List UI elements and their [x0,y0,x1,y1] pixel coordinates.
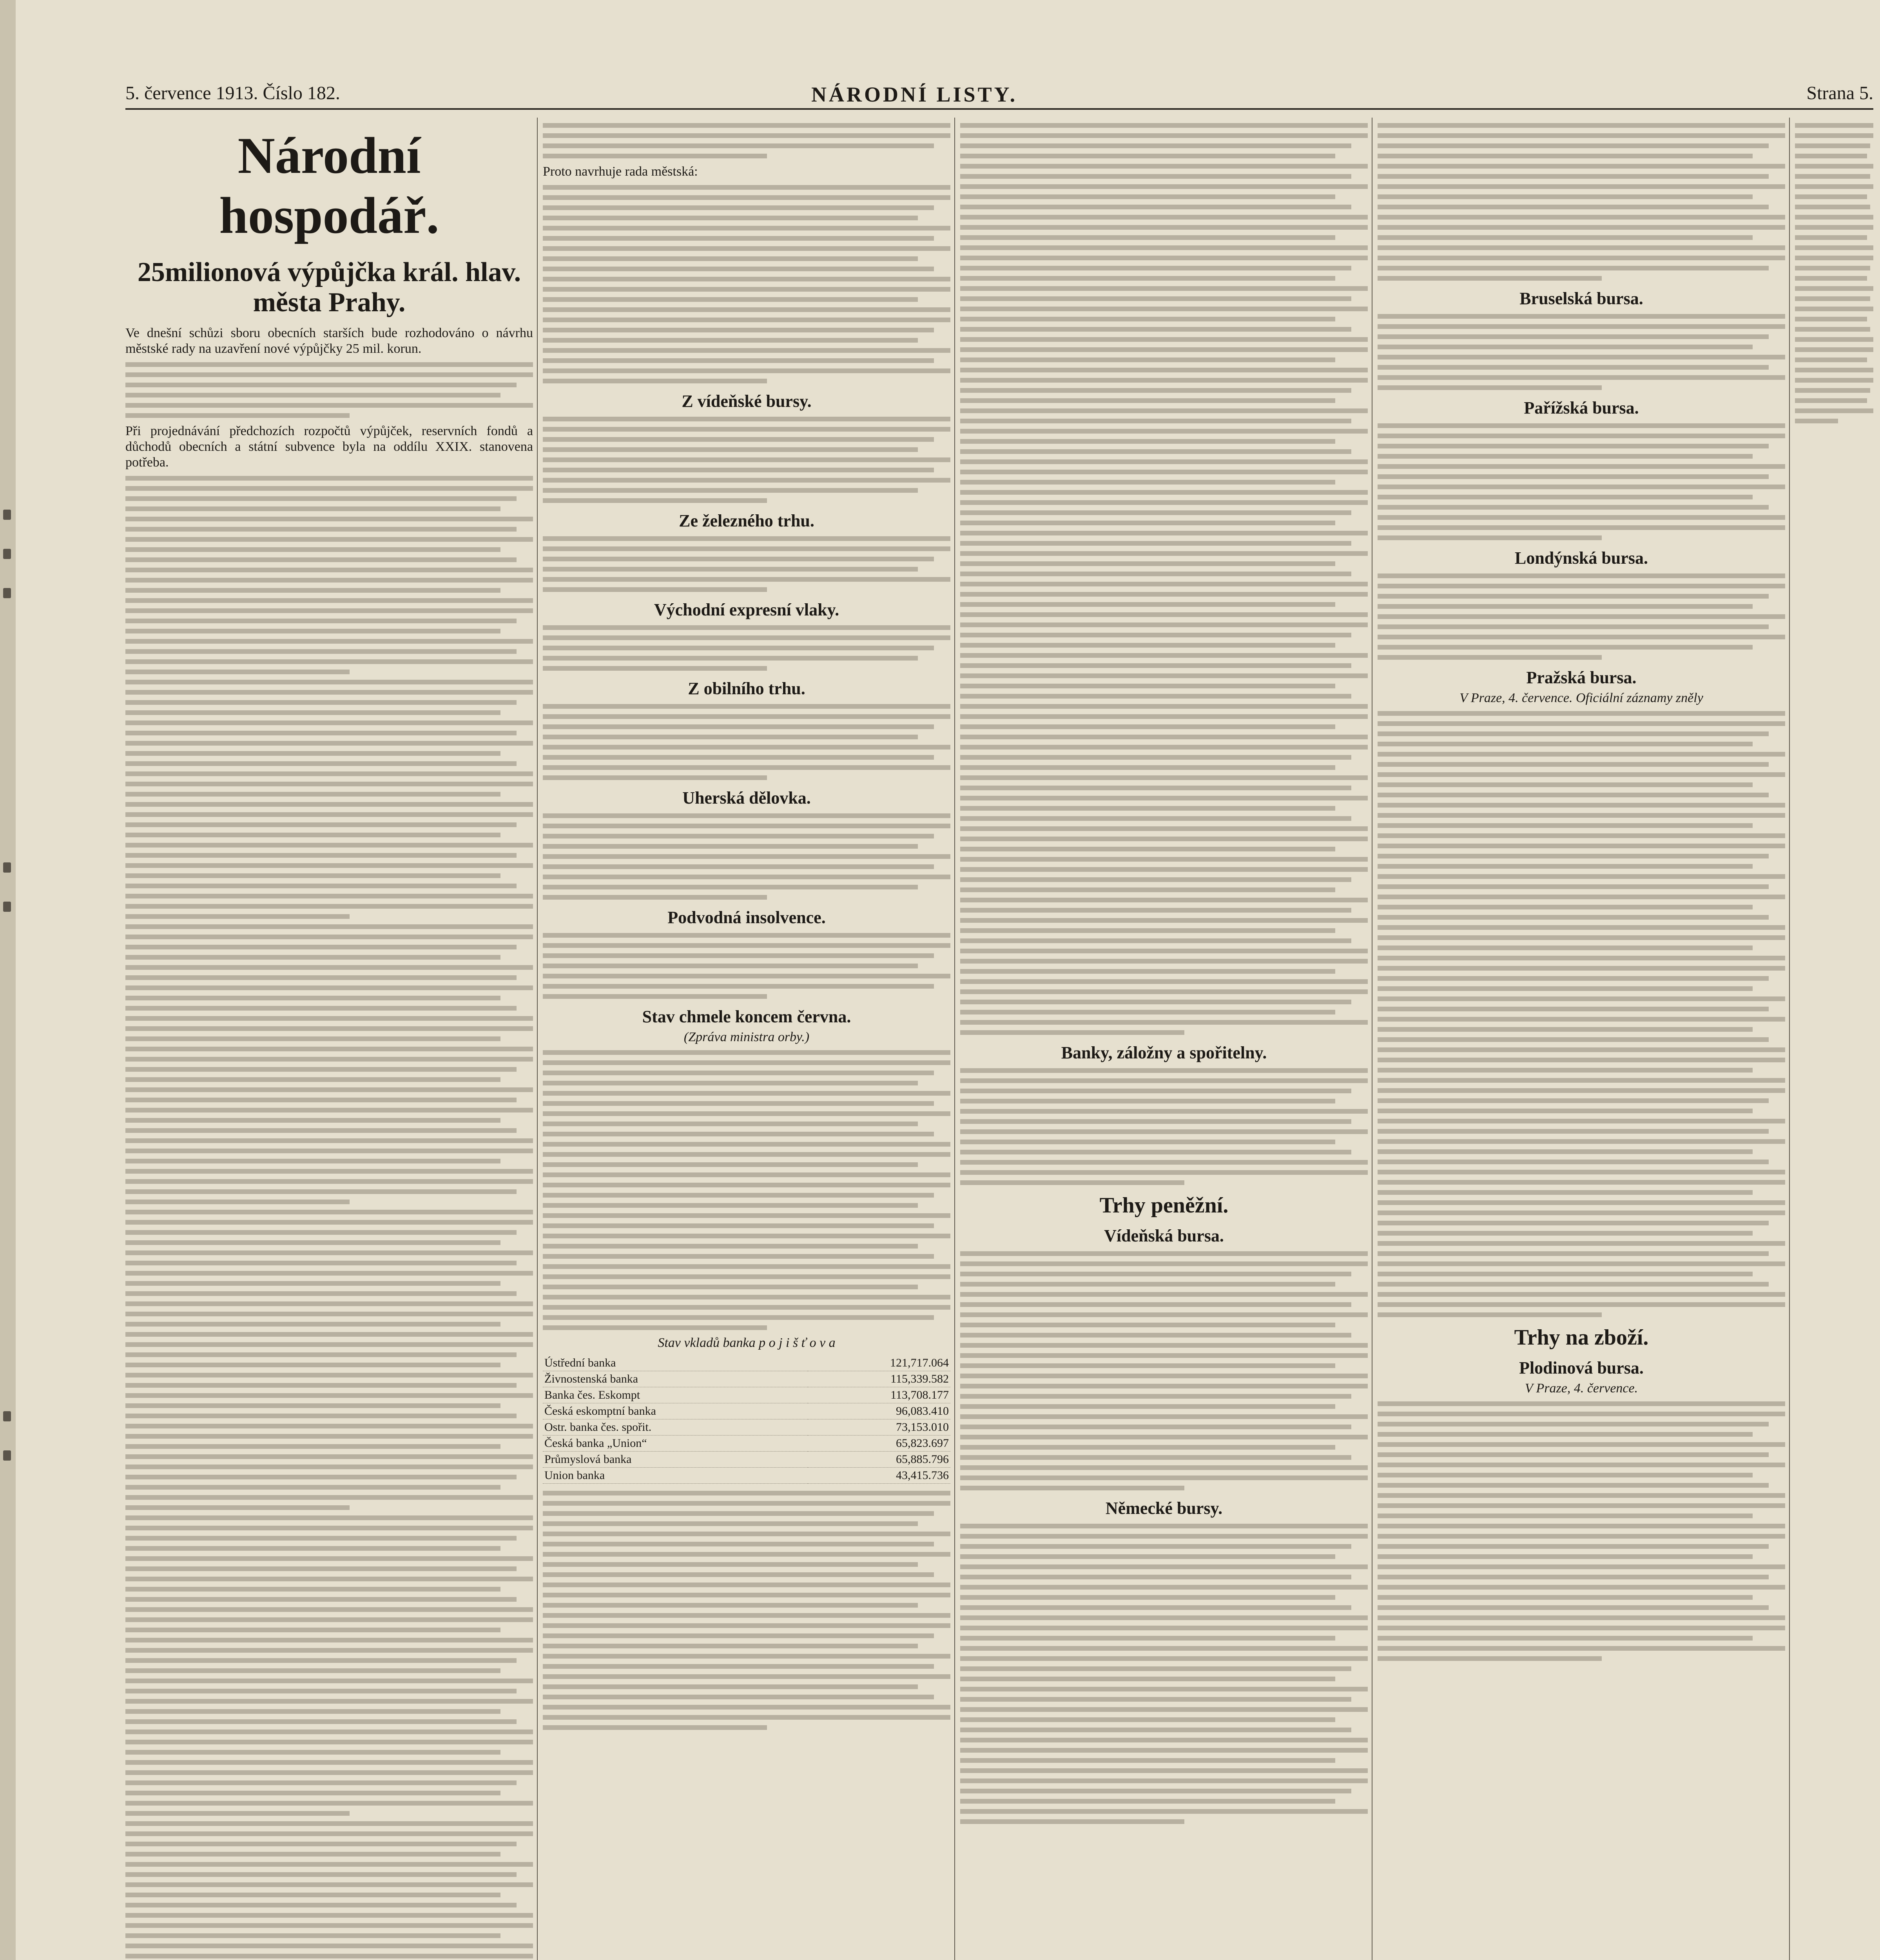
institution-name: Česká eskomptní banka [543,1403,808,1419]
page-header [125,78,1873,110]
institution-name: Union banka [543,1468,808,1484]
text-block [960,123,1368,1035]
news-subheading: V Praze, 4. července. [1525,1381,1638,1396]
news-heading: Vídeňská bursa. [1104,1226,1224,1245]
news-subheading: (Zpráva ministra orby.) [683,1030,810,1044]
column-divider [954,118,955,1960]
text-block [543,123,950,158]
article-paragraph: Při projednávání předchozích rozpočtů výpůjček, reservních fondů a důchodů obecních a státní subvence byla na oddílu XXIX. stanovena potřeba. [125,424,533,470]
news-heading: Východní expresní vlaky. [654,600,839,619]
issue-date: 5. července 1913. Číslo 182. [125,83,340,103]
text-block [125,680,533,919]
table-row [543,1403,950,1419]
column-3 [960,118,1368,1960]
news-heading: Plodinová bursa. [1519,1358,1644,1377]
binding-gutter [0,0,16,1960]
page-number: Strana 5. [1806,83,1873,103]
table-row [543,1419,950,1436]
column-divider [1789,118,1790,1960]
deposit-value: 65,885.796 [808,1452,950,1468]
section-heading: Trhy peněžní. [1099,1193,1229,1218]
text-block [1378,423,1785,540]
text-block [1378,123,1785,281]
table-row [543,1436,950,1452]
text-block [543,625,950,671]
institution-name: Ostr. banka čes. spořit. [543,1419,808,1436]
deposit-value: 121,717.064 [808,1355,950,1371]
institution-name: Česká banka „Union“ [543,1436,808,1452]
column-5 [1795,118,1873,1960]
masthead-title: NÁRODNÍ LISTY. [811,83,1018,106]
text-block [1795,123,1873,423]
text-block [543,417,950,503]
news-heading: Pařížská bursa. [1524,398,1639,417]
table-row [543,1371,950,1387]
text-block [543,813,950,900]
deposit-value: 113,708.177 [808,1387,950,1403]
section-heading: Trhy na zboží. [1514,1325,1649,1350]
deposits-table [543,1355,950,1484]
text-block [543,933,950,999]
institution-name: Průmyslová banka [543,1452,808,1468]
text-block [1378,573,1785,660]
quotation-list [1378,711,1785,1317]
news-heading: Stav chmele koncem června. [642,1007,851,1026]
deposit-value: 65,823.697 [808,1436,950,1452]
news-heading: Uherská dělovka. [682,788,811,808]
news-heading: Z obilního trhu. [688,679,805,698]
text-block [125,1821,533,1960]
text-block [543,536,950,592]
article-paragraph: Proto navrhuje rada městská: [543,164,698,179]
deposit-value: 73,153.010 [808,1419,950,1436]
table-row [543,1355,950,1371]
news-heading: Bruselská bursa. [1519,289,1643,308]
column-4 [1378,118,1785,1960]
table-title: Stav vkladů banka p o j i š ť o v a [658,1336,836,1350]
text-block [125,1210,533,1510]
text-block [125,924,533,1204]
header-rule [125,108,1873,110]
deposit-value: 115,339.582 [808,1371,950,1387]
table-row [543,1452,950,1468]
news-heading: Z vídeňské bursy. [682,392,812,411]
institution-name: Banka čes. Eskompt [543,1387,808,1403]
section-title: Národní hospodář. [219,127,439,244]
text-block [543,704,950,780]
text-block [1378,1401,1785,1661]
news-heading: Londýnská bursa. [1515,548,1648,568]
institution-name: Ústřední banka [543,1355,808,1371]
table-row [543,1468,950,1484]
institution-name: Živnostenská banka [543,1371,808,1387]
news-heading: Pražská bursa. [1526,668,1637,687]
text-block [125,476,533,674]
text-block [125,1515,533,1816]
column-divider [537,118,538,1960]
deposit-value: 43,415.736 [808,1468,950,1484]
news-heading: Podvodná insolvence. [667,908,826,927]
text-block [543,185,950,383]
text-block [543,1050,950,1330]
text-block [543,1491,950,1730]
text-block [960,1524,1368,1824]
news-subheading: V Praze, 4. července. Oficiální záznamy zněly [1459,691,1703,705]
column-2 [543,118,950,1960]
article-paragraph: Ve dnešní schůzi sboru obecních starších bude rozhodováno o návrhu městské rady na uzavření nové výpůjčky 25 mil. korun. [125,326,533,356]
news-heading: Německé bursy. [1105,1499,1223,1518]
text-block [960,1068,1368,1185]
deposit-value: 96,083.410 [808,1403,950,1419]
news-heading: Banky, záložny a spořitelny. [1061,1043,1267,1062]
text-block [1378,314,1785,390]
text-block [125,362,533,418]
column-1 [125,118,533,1960]
table-row [543,1387,950,1403]
article-title: 25milionová výpůjčka král. hlav. města Prahy. [137,257,521,318]
news-heading: Ze železného trhu. [679,511,814,530]
text-block [960,1251,1368,1490]
